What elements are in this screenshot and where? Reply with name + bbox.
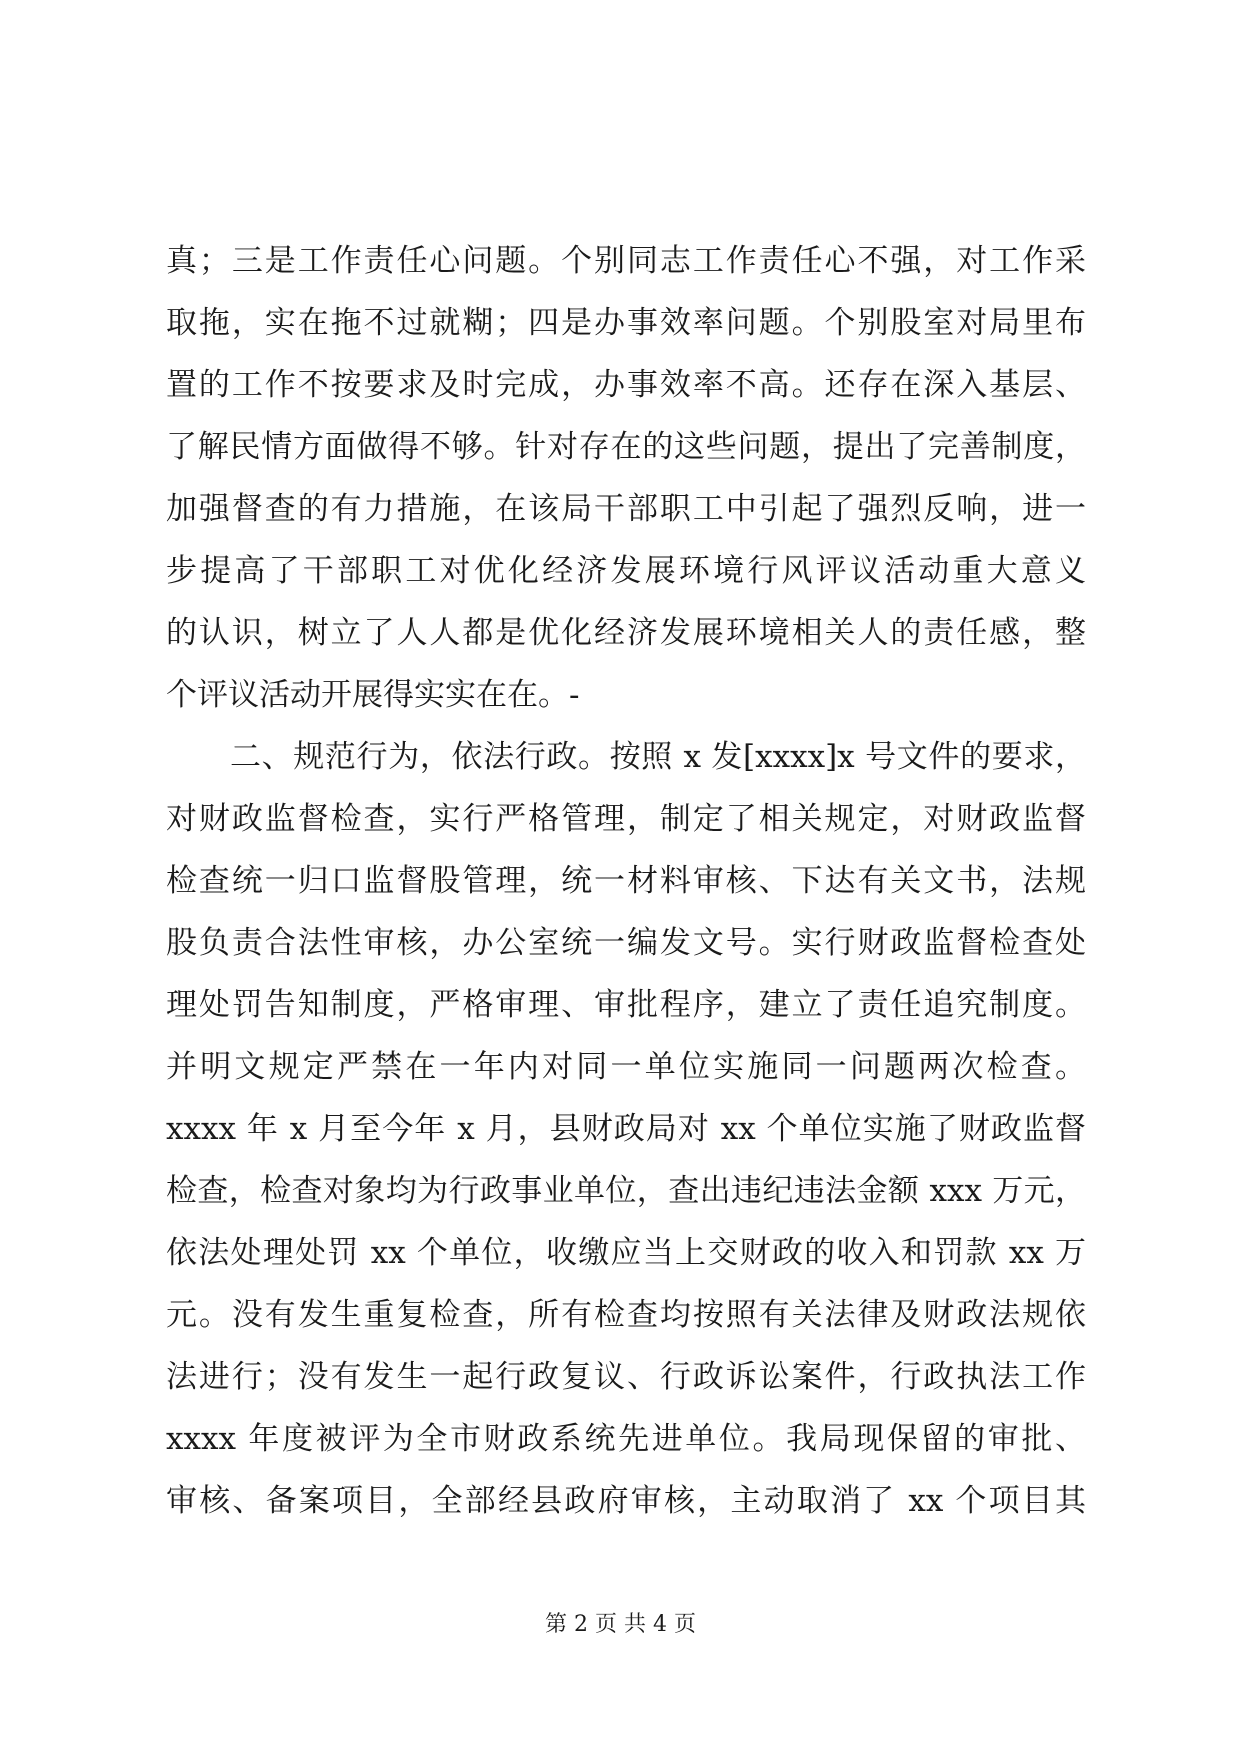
text-line: 置的工作不按要求及时完成，办事效率不高。还存在深入基层、 [166, 367, 1086, 403]
text-line: 真；三是工作责任心问题。个别同志工作责任心不强，对工作采 [166, 243, 1086, 279]
text-line: 检查统一归口监督股管理，统一材料审核、下达有关文书，法规 [166, 863, 1086, 899]
text-line: 检查，检查对象均为行政事业单位，查出违纪违法金额 xxx 万元， [166, 1173, 1086, 1209]
text-line: 取拖，实在拖不过就糊；四是办事效率问题。个别股室对局里布 [166, 305, 1086, 341]
text-line: 对财政监督检查，实行严格管理，制定了相关规定，对财政监督 [166, 801, 1086, 837]
text-line: 理处罚告知制度，严格审理、审批程序，建立了责任追究制度。 [166, 987, 1086, 1023]
page-number-label: 第 2 页 共 4 页 [545, 1612, 696, 1637]
text-line: 二、规范行为，依法行政。按照 x 发[xxxx]x 号文件的要求， [230, 739, 1086, 775]
text-line: 加强督查的有力措施，在该局干部职工中引起了强烈反响，进一 [166, 491, 1086, 527]
text-line: 股负责合法性审核，办公室统一编发文号。实行财政监督检查处 [166, 925, 1086, 961]
page-footer [0, 1610, 1241, 1640]
text-line: 步提高了干部职工对优化经济发展环境行风评议活动重大意义 [166, 553, 1086, 589]
paragraph-2 [166, 726, 1086, 1532]
text-line: 的认识，树立了人人都是优化经济发展环境相关人的责任感，整 [166, 615, 1086, 651]
document-body [166, 230, 1086, 1532]
text-line: 依法处理处罚 xx 个单位，收缴应当上交财政的收入和罚款 xx 万 [166, 1235, 1086, 1271]
text-line: 个评议活动开展得实实在在。- [166, 677, 580, 713]
text-line: xxxx 年度被评为全市财政系统先进单位。我局现保留的审批、 [166, 1421, 1086, 1457]
text-line: 了解民情方面做得不够。针对存在的这些问题，提出了完善制度， [166, 429, 1086, 465]
text-line: 审核、备案项目，全部经县政府审核，主动取消了 xx 个项目其 [166, 1483, 1086, 1519]
paragraph-1 [166, 230, 1086, 726]
text-line: 法进行；没有发生一起行政复议、行政诉讼案件，行政执法工作 [166, 1359, 1086, 1395]
text-line: 并明文规定严禁在一年内对同一单位实施同一问题两次检查。 [166, 1049, 1086, 1085]
text-line: xxxx 年 x 月至今年 x 月，县财政局对 xx 个单位实施了财政监督 [166, 1111, 1086, 1147]
text-line: 元。没有发生重复检查，所有检查均按照有关法律及财政法规依 [166, 1297, 1086, 1333]
